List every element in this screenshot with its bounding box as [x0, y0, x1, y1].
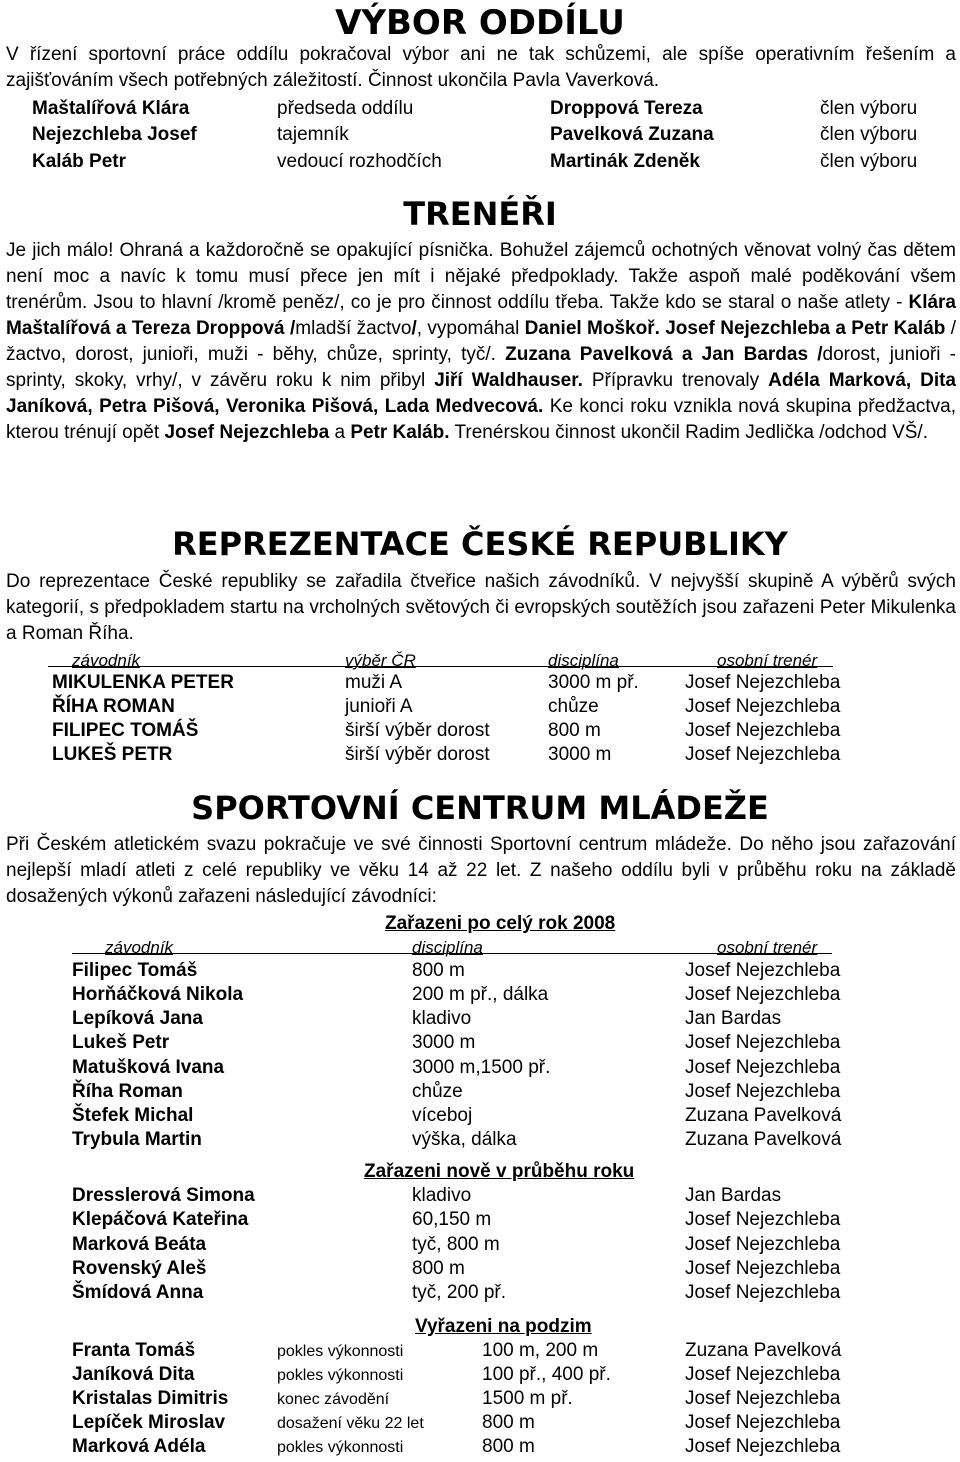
table-cell: Josef Nejezchleba: [685, 1057, 841, 1078]
table-cell: Josef Nejezchleba: [685, 960, 841, 981]
table-cell: 3000 m: [412, 1032, 476, 1053]
reprezentace-paragraph: Do reprezentace České republiky se zařadila čtveřice našich závodníků. V nejvyšší skupině A výběrů svých kategorií, s předpokladem startu na vrcholných světových či evropských soutěžích jsou zařazeni Peter Mikulenka a Roman Říha.: [6, 571, 956, 644]
table-cell: 800 m: [482, 1412, 535, 1433]
table-cell: Josef Nejezchleba: [685, 1032, 841, 1053]
member-name: Kaláb Petr: [32, 151, 126, 172]
member-name: Nejezchleba Josef: [32, 124, 197, 145]
table-cell: Josef Nejezchleba: [685, 1234, 841, 1255]
table-cell: Josef Nejezchleba: [685, 720, 841, 741]
table-cell: Filipec Tomáš: [72, 960, 198, 981]
table-cell: 60,150 m: [412, 1209, 492, 1230]
table-header-underline: [48, 666, 833, 667]
table-cell: Štefek Michal: [72, 1105, 194, 1126]
table-cell: Josef Nejezchleba: [685, 1282, 841, 1303]
section-title-treneri: TRENÉŘI: [403, 195, 557, 233]
subheading: Zařazeni nově v průběhu roku: [364, 1161, 635, 1182]
table-cell: Jan Bardas: [685, 1008, 782, 1029]
subheading: Vyřazeni na podzim: [415, 1316, 592, 1337]
table-cell: 3000 m,1500 př.: [412, 1057, 551, 1078]
member-role: tajemník: [277, 124, 349, 145]
table-cell: tyč, 200 př.: [412, 1282, 506, 1303]
table-cell: 800 m: [412, 960, 465, 981]
table-cell: širší výběr dorost: [345, 744, 490, 765]
table-cell: širší výběr dorost: [345, 720, 490, 741]
member-role: vedoucí rozhodčích: [277, 151, 442, 172]
vybor-paragraph: V řízení sportovní práce oddílu pokračoval výbor ani ne tak schůzemi, ale spíše operativním řešením a zajišťováním všech potřebných záležitostí. Činnost ukončila Pavla Vaverková.: [6, 44, 956, 91]
member-role: člen výboru: [820, 98, 918, 119]
table-cell: 1500 m př.: [482, 1388, 573, 1409]
table-cell: dosažení věku 22 let: [277, 1415, 424, 1432]
table-cell: tyč, 800 m: [412, 1234, 500, 1255]
table-cell: Dresslerová Simona: [72, 1185, 255, 1206]
table-cell: 3000 m př.: [548, 672, 639, 693]
table-cell: Josef Nejezchleba: [685, 1436, 841, 1457]
subheading: Zařazeni po celý rok 2008: [385, 913, 616, 934]
table-cell: Josef Nejezchleba: [685, 1258, 841, 1279]
table-cell: Josef Nejezchleba: [685, 1388, 841, 1409]
member-role: předseda oddílu: [277, 98, 414, 119]
table-cell: 100 m, 200 m: [482, 1340, 599, 1361]
table-cell: Kristalas Dimitris: [72, 1388, 229, 1409]
table-cell: Janíková Dita: [72, 1364, 195, 1385]
table-cell: Říha Roman: [72, 1081, 183, 1102]
table-cell: Franta Tomáš: [72, 1340, 196, 1361]
table-cell: Šmídová Anna: [72, 1282, 204, 1303]
table-cell: výška, dálka: [412, 1129, 517, 1150]
section-title-vybor: VÝBOR ODDÍLU: [335, 3, 625, 43]
section-title-scm: SPORTOVNÍ CENTRUM MLÁDEŽE: [191, 789, 769, 827]
table-cell: Zuzana Pavelková: [685, 1105, 842, 1126]
table-cell: Horňáčková Nikola: [72, 984, 244, 1005]
table-cell: pokles výkonnosti: [277, 1343, 404, 1360]
table-cell: Josef Nejezchleba: [685, 744, 841, 765]
table-cell: Josef Nejezchleba: [685, 1412, 841, 1433]
table-cell: Jan Bardas: [685, 1185, 782, 1206]
member-role: člen výboru: [820, 124, 918, 145]
table-cell: Lukeš Petr: [72, 1032, 170, 1053]
table-cell: 200 m př., dálka: [412, 984, 549, 1005]
table-cell: 800 m: [548, 720, 601, 741]
table-cell: Zuzana Pavelková: [685, 1129, 842, 1150]
table-cell: pokles výkonnosti: [277, 1367, 404, 1384]
table-cell: Matušková Ivana: [72, 1057, 225, 1078]
table-cell: 800 m: [412, 1258, 465, 1279]
table-cell: Lepíček Miroslav: [72, 1412, 226, 1433]
table-cell: Josef Nejezchleba: [685, 672, 841, 693]
table-cell: 800 m: [482, 1436, 535, 1457]
table-cell: 100 př., 400 př.: [482, 1364, 611, 1385]
table-cell: Josef Nejezchleba: [685, 984, 841, 1005]
table-cell: Lepíková Jana: [72, 1008, 203, 1029]
treneri-paragraph: Je jich málo! Ohraná a každoročně se opakující písnička. Bohužel zájemců ochotných věnovat volný čas dětem není moc a navíc k tomu musí přece jen mít i nějaké předpoklady. Takže aspoň malé poděkování všem trenérům. Jsou to hlavní /kromě peněz/, co je pro činnost oddílu třeba. Takže kdo se staral o naše atlety - Klára Maštalířová a Tereza Droppová /mladší žactvo/, vypomáhal Daniel Moškoř. Josef Nejezchleba a Petr Kaláb /žactvo, dorost, junioři, muži - běhy, chůze, sprinty, tyč/. Zuzana Pavelková a Jan Bardas /dorost, junioři - sprinty, skoky, vrhy/, v závěru roku k nim přibyl Jiří Waldhauser. Přípravku trenovaly Adéla Marková, Dita Janíková, Petra Pišová, Veronika Pišová, Lada Medvecová. Ke konci roku vznikla nová skupina předžactva, kterou trénují opět Josef Nejezchleba a Petr Kaláb. Trenérskou činnost ukončil Radim Jedlička /odchod VŠ/.: [6, 240, 957, 443]
table-cell: Zuzana Pavelková: [685, 1340, 842, 1361]
table-cell: kladivo: [412, 1185, 472, 1206]
table-cell: muži A: [345, 672, 403, 693]
table-cell: Klepáčová Kateřina: [72, 1209, 249, 1230]
table-cell: LUKEŠ PETR: [52, 744, 173, 765]
member-role: člen výboru: [820, 151, 918, 172]
table-cell: Josef Nejezchleba: [685, 1081, 841, 1102]
table-header: disciplína: [412, 938, 483, 957]
table-cell: konec závodění: [277, 1391, 390, 1408]
table-cell: junioři A: [345, 696, 413, 717]
table-header: disciplína: [548, 651, 619, 670]
table-cell: pokles výkonnosti: [277, 1439, 404, 1456]
scm-paragraph: Při Českém atletickém svazu pokračuje ve své činnosti Sportovní centrum mládeže. Do něho jsou zařazování nejlepší mladí atleti z celé republiky ve věku 14 až 22 let. Z našeho oddílu byli v průběhu roku na základě dosažených výkonů zařazeni následující závodníci:: [6, 834, 956, 907]
table-cell: Marková Adéla: [72, 1436, 206, 1457]
table-header: výběr ČR: [345, 651, 416, 670]
table-cell: Rovenský Aleš: [72, 1258, 207, 1279]
table-cell: 3000 m: [548, 744, 612, 765]
table-cell: ŘÍHA ROMAN: [52, 696, 175, 717]
table-cell: víceboj: [412, 1105, 473, 1126]
table-header: osobní trenér: [717, 938, 818, 957]
table-header: závodník: [72, 651, 141, 670]
table-header: osobní trenér: [717, 651, 818, 670]
table-cell: MIKULENKA PETER: [52, 672, 234, 693]
member-name: Maštalířová Klára: [32, 98, 190, 119]
table-cell: Josef Nejezchleba: [685, 1364, 841, 1385]
section-title-reprezentace: REPREZENTACE ČESKÉ REPUBLIKY: [172, 525, 788, 563]
member-name: Martinák Zdeněk: [550, 151, 700, 172]
table-header: závodník: [105, 938, 174, 957]
table-cell: chůze: [548, 696, 599, 717]
table-cell: chůze: [412, 1081, 463, 1102]
member-name: Droppová Tereza: [550, 98, 703, 119]
table-cell: kladivo: [412, 1008, 472, 1029]
table-cell: Josef Nejezchleba: [685, 696, 841, 717]
table-cell: FILIPEC TOMÁŠ: [52, 720, 199, 741]
member-name: Pavelková Zuzana: [550, 124, 714, 145]
table-cell: Trybula Martin: [72, 1129, 202, 1150]
table-cell: Josef Nejezchleba: [685, 1209, 841, 1230]
table-cell: Marková Beáta: [72, 1234, 207, 1255]
